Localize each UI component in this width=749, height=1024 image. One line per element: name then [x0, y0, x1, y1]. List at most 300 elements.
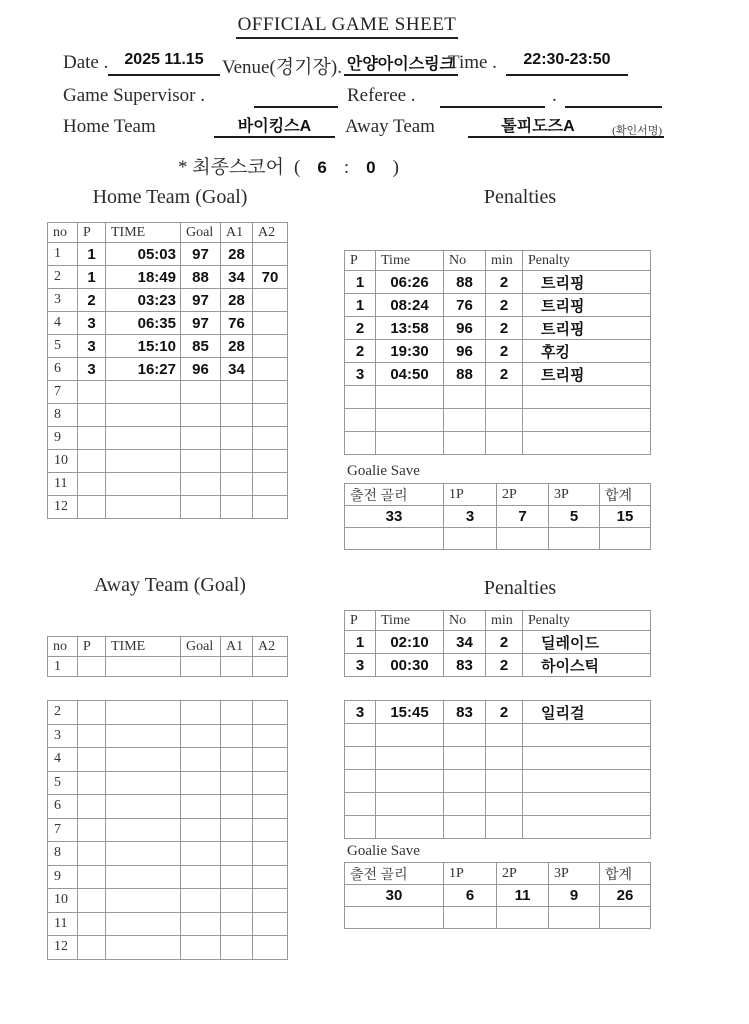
home-team-label: Home Team: [63, 116, 156, 137]
cell: [106, 748, 181, 772]
cell: [486, 432, 523, 455]
column-header: min: [486, 251, 523, 271]
cell: [253, 818, 288, 842]
cell: [497, 528, 549, 550]
cell: 7: [48, 818, 78, 842]
away-goals-heading: Away Team (Goal): [94, 574, 246, 596]
table-row: [345, 294, 651, 317]
table-row: [48, 748, 288, 772]
table-row: [48, 266, 288, 289]
cell: [221, 842, 253, 866]
cell: [376, 432, 444, 455]
column-header: 1P: [444, 484, 497, 506]
cell: [253, 473, 288, 496]
cell: 3: [345, 701, 376, 724]
cell: 2: [486, 317, 523, 340]
cell: [376, 724, 444, 747]
column-header: Penalty: [523, 251, 651, 271]
table-row: [345, 724, 651, 747]
cell: [181, 404, 221, 427]
cell: 06:26: [376, 271, 444, 294]
cell: [221, 865, 253, 889]
cell: [444, 793, 486, 816]
column-header: P: [78, 223, 106, 243]
cell: 3: [48, 724, 78, 748]
column-header: 3P: [549, 863, 600, 885]
cell: [345, 432, 376, 455]
cell: [345, 528, 444, 550]
cell: 15:10: [106, 335, 181, 358]
cell: [181, 842, 221, 866]
cell: [253, 496, 288, 519]
cell: [181, 818, 221, 842]
cell: [78, 889, 106, 913]
cell: 34: [221, 358, 253, 381]
cell: [221, 657, 253, 677]
cell: [486, 793, 523, 816]
cell: [221, 795, 253, 819]
cell: [345, 747, 376, 770]
cell: 1: [48, 657, 78, 677]
table-row: [48, 312, 288, 335]
penalties-away-heading: Penalties: [483, 577, 557, 599]
table-header-row: [345, 251, 651, 271]
table-row: [48, 865, 288, 889]
cell: [181, 381, 221, 404]
cell: 96: [444, 340, 486, 363]
final-score: [178, 152, 399, 179]
cell: 1: [345, 294, 376, 317]
cell: [221, 381, 253, 404]
referee-line-2: [565, 84, 662, 108]
cell: [78, 771, 106, 795]
cell: [78, 724, 106, 748]
cell: [345, 907, 444, 929]
column-header: No: [444, 251, 486, 271]
cell: 3: [78, 312, 106, 335]
cell: [523, 816, 651, 839]
cell: 83: [444, 654, 486, 677]
cell: [78, 748, 106, 772]
cell: [486, 816, 523, 839]
cell: 하이스틱: [523, 654, 651, 677]
cell: [221, 936, 253, 960]
table-row: [48, 936, 288, 960]
cell: [376, 386, 444, 409]
cell: 19:30: [376, 340, 444, 363]
away-goals-table-bottom: [47, 700, 288, 960]
home-goals-table: [47, 222, 288, 519]
cell: 트리핑: [523, 294, 651, 317]
cell: 2: [486, 701, 523, 724]
cell: [221, 912, 253, 936]
game-supervisor-line: [254, 84, 338, 108]
cell: [253, 748, 288, 772]
column-header: 출전 골리: [345, 484, 444, 506]
game-supervisor-label: Game Supervisor .: [63, 85, 205, 106]
table-row: [48, 427, 288, 450]
cell: [523, 793, 651, 816]
column-header: 1P: [444, 863, 497, 885]
cell: 트리핑: [523, 317, 651, 340]
table-row: [48, 771, 288, 795]
cell: [253, 865, 288, 889]
column-header: Goal: [181, 223, 221, 243]
column-header: No: [444, 611, 486, 631]
cell: 3: [345, 363, 376, 386]
cell: [106, 473, 181, 496]
cell: 10: [48, 450, 78, 473]
cell: 12: [48, 936, 78, 960]
cell: [181, 865, 221, 889]
goalie-save-away-label: Goalie Save: [347, 843, 420, 859]
cell: [345, 770, 376, 793]
cell: [78, 450, 106, 473]
cell: 9: [48, 865, 78, 889]
cell: 88: [181, 266, 221, 289]
cell: 3: [48, 289, 78, 312]
table-row: [48, 450, 288, 473]
cell: [78, 657, 106, 677]
time-value: 22:30-23:50: [506, 51, 628, 76]
cell: [523, 747, 651, 770]
cell: [78, 842, 106, 866]
table-row: [48, 701, 288, 725]
cell: 1: [78, 243, 106, 266]
cell: [444, 770, 486, 793]
cell: 1: [48, 243, 78, 266]
table-row: [48, 724, 288, 748]
time-label: Time .: [448, 52, 497, 73]
cell: 85: [181, 335, 221, 358]
table-row: [345, 271, 651, 294]
table-header-row: [345, 484, 651, 506]
cell: [253, 335, 288, 358]
cell: [376, 409, 444, 432]
cell: 2: [486, 631, 523, 654]
table-header-row: [345, 611, 651, 631]
cell: [106, 889, 181, 913]
column-header: Penalty: [523, 611, 651, 631]
cell: 6: [444, 885, 497, 907]
cell: [376, 816, 444, 839]
column-header: A2: [253, 637, 288, 657]
table-row: [48, 842, 288, 866]
table-header-row: [345, 863, 651, 885]
cell: [486, 386, 523, 409]
table-row: [345, 386, 651, 409]
table-row: [48, 381, 288, 404]
cell: [181, 473, 221, 496]
cell: 2: [486, 654, 523, 677]
cell: 8: [48, 842, 78, 866]
table-row: [345, 793, 651, 816]
cell: [253, 381, 288, 404]
cell: 83: [444, 701, 486, 724]
column-header: TIME: [106, 223, 181, 243]
cell: [181, 657, 221, 677]
cell: 2: [486, 340, 523, 363]
column-header: Time: [376, 251, 444, 271]
away-team-label: Away Team: [345, 116, 435, 137]
cell: 30: [345, 885, 444, 907]
table-row: [345, 432, 651, 455]
table-row: [345, 317, 651, 340]
cell: [106, 818, 181, 842]
cell: [181, 795, 221, 819]
cell: 4: [48, 312, 78, 335]
cell: 15: [600, 506, 651, 528]
cell: [444, 907, 497, 929]
cell: [253, 771, 288, 795]
cell: [253, 912, 288, 936]
cell: [106, 912, 181, 936]
open-paren: (: [294, 157, 301, 178]
cell: 2: [78, 289, 106, 312]
cell: 2: [486, 271, 523, 294]
cell: 04:50: [376, 363, 444, 386]
cell: [181, 701, 221, 725]
table-row: [48, 818, 288, 842]
cell: [106, 936, 181, 960]
cell: 13:58: [376, 317, 444, 340]
table-row: [345, 506, 651, 528]
cell: [181, 889, 221, 913]
cell: [181, 936, 221, 960]
date-label: Date .: [63, 52, 109, 73]
cell: 28: [221, 289, 253, 312]
cell: 3: [444, 506, 497, 528]
cell: [444, 432, 486, 455]
cell: 76: [444, 294, 486, 317]
table-header-row: [48, 223, 288, 243]
referee-line-1: [440, 84, 545, 108]
cell: [376, 747, 444, 770]
column-header: Time: [376, 611, 444, 631]
home-team-value: 바이킹스A: [214, 113, 335, 138]
away-goals-table-top: [47, 636, 288, 677]
cell: 33: [345, 506, 444, 528]
table-row: [345, 631, 651, 654]
cell: [345, 386, 376, 409]
cell: [486, 409, 523, 432]
cell: [345, 816, 376, 839]
column-header: 출전 골리: [345, 863, 444, 885]
close-paren: ): [392, 157, 399, 178]
table-row: [345, 340, 651, 363]
cell: 11: [48, 912, 78, 936]
table-row: [345, 770, 651, 793]
cell: 9: [549, 885, 600, 907]
cell: [523, 770, 651, 793]
score-colon: :: [343, 157, 350, 178]
table-row: [48, 243, 288, 266]
cell: [106, 724, 181, 748]
column-header: no: [48, 223, 78, 243]
cell: [181, 496, 221, 519]
cell: [221, 450, 253, 473]
cell: [345, 409, 376, 432]
goalie-save-home-label: Goalie Save: [347, 463, 420, 479]
column-header: 3P: [549, 484, 600, 506]
table-row: [345, 409, 651, 432]
cell: [376, 793, 444, 816]
page-title: OFFICIAL GAME SHEET: [236, 14, 458, 39]
column-header: A1: [221, 223, 253, 243]
cell: 03:23: [106, 289, 181, 312]
cell: 5: [48, 335, 78, 358]
cell: [253, 795, 288, 819]
cell: 7: [48, 381, 78, 404]
cell: 일리걸: [523, 701, 651, 724]
cell: 4: [48, 748, 78, 772]
table-row: [345, 747, 651, 770]
column-header: 2P: [497, 863, 549, 885]
cell: 5: [549, 506, 600, 528]
home-goals-heading: Home Team (Goal): [92, 186, 248, 208]
cell: [444, 386, 486, 409]
cell: [106, 701, 181, 725]
cell: [444, 816, 486, 839]
cell: 11: [48, 473, 78, 496]
column-header: min: [486, 611, 523, 631]
column-header: TIME: [106, 637, 181, 657]
cell: 딜레이드: [523, 631, 651, 654]
cell: [523, 386, 651, 409]
cell: [253, 404, 288, 427]
table-row: [345, 654, 651, 677]
cell: [486, 747, 523, 770]
cell: [78, 381, 106, 404]
cell: 16:27: [106, 358, 181, 381]
cell: [106, 842, 181, 866]
cell: 2: [48, 701, 78, 725]
column-header: P: [345, 611, 376, 631]
cell: 9: [48, 427, 78, 450]
cell: [78, 427, 106, 450]
column-header: 합계: [600, 863, 651, 885]
cell: [549, 528, 600, 550]
cell: 트리핑: [523, 271, 651, 294]
cell: 18:49: [106, 266, 181, 289]
cell: [253, 243, 288, 266]
cell: 2: [345, 340, 376, 363]
cell: [221, 496, 253, 519]
date-value: 2025 11.15: [108, 51, 220, 76]
cell: 2: [48, 266, 78, 289]
penalties-away-table-bottom: [344, 700, 651, 839]
cell: [221, 771, 253, 795]
cell: [600, 528, 651, 550]
cell: 6: [48, 358, 78, 381]
cell: 2: [345, 317, 376, 340]
cell: [181, 912, 221, 936]
cell: 3: [78, 358, 106, 381]
cell: [221, 748, 253, 772]
table-row: [345, 528, 651, 550]
cell: 97: [181, 312, 221, 335]
cell: [78, 912, 106, 936]
goalie-save-home-table: [344, 483, 651, 550]
cell: 34: [221, 266, 253, 289]
cell: 2: [486, 363, 523, 386]
cell: [497, 907, 549, 929]
referee-label: Referee .: [347, 85, 416, 106]
cell: 88: [444, 271, 486, 294]
cell: [221, 724, 253, 748]
cell: [253, 936, 288, 960]
cell: [106, 427, 181, 450]
cell: [221, 404, 253, 427]
cell: 97: [181, 289, 221, 312]
cell: 3: [345, 654, 376, 677]
table-row: [48, 335, 288, 358]
column-header: Goal: [181, 637, 221, 657]
cell: [444, 724, 486, 747]
home-score: 6: [317, 158, 327, 177]
cell: 28: [221, 243, 253, 266]
cell: [78, 496, 106, 519]
cell: [253, 358, 288, 381]
away-score: 0: [366, 158, 376, 177]
column-header: A1: [221, 637, 253, 657]
table-row: [48, 404, 288, 427]
cell: [253, 450, 288, 473]
cell: 11: [497, 885, 549, 907]
column-header: P: [345, 251, 376, 271]
cell: 5: [48, 771, 78, 795]
cell: 26: [600, 885, 651, 907]
away-team-value: 톨피도즈A: [501, 118, 575, 135]
cell: [181, 450, 221, 473]
penalties-away-table-top: [344, 610, 651, 677]
table-row: [345, 885, 651, 907]
penalties-home-heading: Penalties: [483, 186, 557, 208]
referee-separator: .: [552, 85, 557, 106]
cell: [78, 818, 106, 842]
column-header: 2P: [497, 484, 549, 506]
table-row: [48, 795, 288, 819]
cell: 3: [78, 335, 106, 358]
table-row: [48, 657, 288, 677]
table-row: [48, 289, 288, 312]
cell: [181, 748, 221, 772]
cell: [253, 724, 288, 748]
cell: [106, 795, 181, 819]
cell: 96: [181, 358, 221, 381]
cell: 06:35: [106, 312, 181, 335]
final-score-label: * 최종스코어: [178, 157, 285, 178]
cell: [253, 657, 288, 677]
cell: 7: [497, 506, 549, 528]
cell: [376, 770, 444, 793]
cell: [78, 936, 106, 960]
cell: [106, 865, 181, 889]
cell: [106, 771, 181, 795]
cell: [221, 889, 253, 913]
cell: 08:24: [376, 294, 444, 317]
cell: [523, 432, 651, 455]
cell: 10: [48, 889, 78, 913]
cell: [345, 724, 376, 747]
cell: [253, 312, 288, 335]
cell: [221, 818, 253, 842]
away-team-underline: [468, 113, 664, 138]
table-row: [345, 816, 651, 839]
cell: [106, 404, 181, 427]
cell: [106, 657, 181, 677]
cell: [221, 473, 253, 496]
